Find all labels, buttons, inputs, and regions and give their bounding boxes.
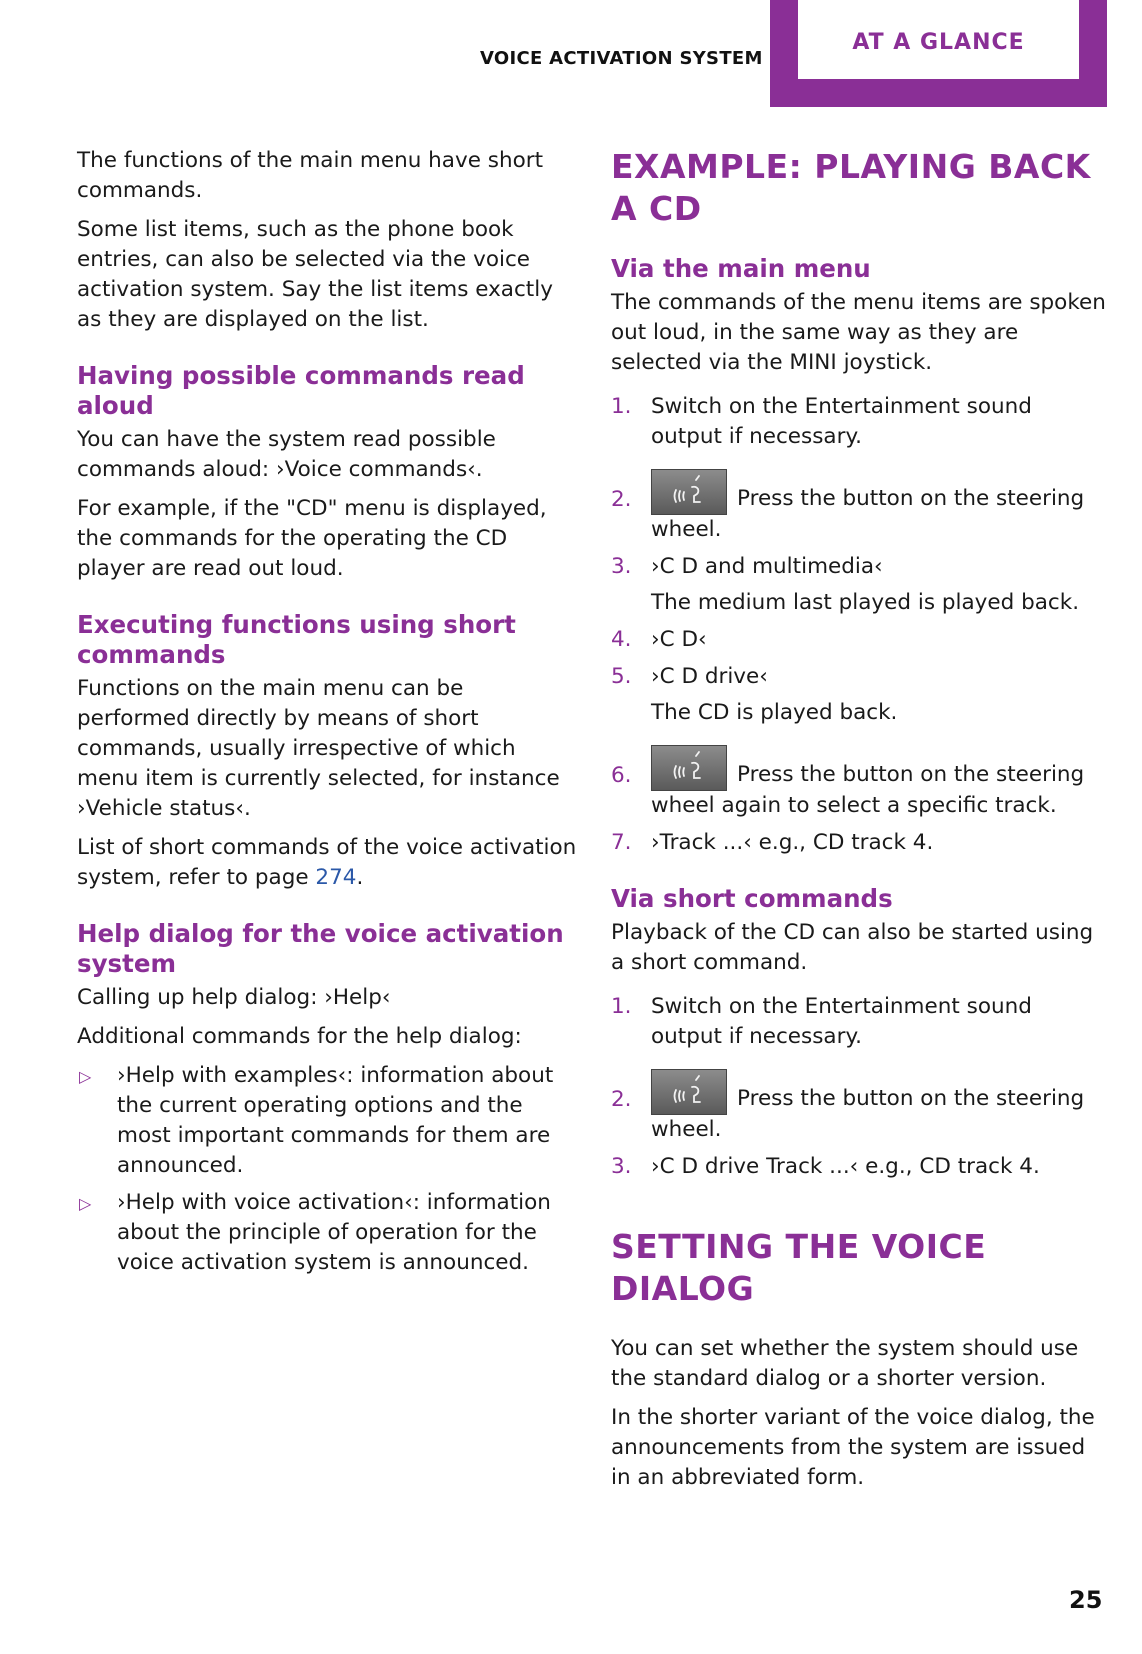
help-commands-list (77, 1061, 577, 1278)
step-item: 3. ›C D and multimedia‹ The medium last played is played back. (611, 554, 1080, 615)
list-item: ▷ ›Help with examples‹: information about the current operating options and the most important commands for them are announced. (79, 1063, 554, 1178)
voice-button-icon (651, 469, 727, 515)
heading-via-main-menu: Via the main menu (611, 254, 871, 283)
intro-paragraph: Some list items, such as the phone book entries, can also be selected via the voice activation system. Say the list items exactly as they are displayed on the list. (77, 217, 553, 332)
step-item: 7. ›Track ...‹ e.g., CD track 4. (611, 830, 934, 855)
paragraph: You can set whether the system should use the standard dialog or a shorter version. (611, 1336, 1079, 1391)
short-command-steps (611, 992, 1107, 1182)
paragraph: Playback of the CD can also be started using a short command. (611, 920, 1094, 975)
right-column (611, 146, 1107, 1502)
heading-via-short-commands: Via short commands (611, 884, 893, 913)
left-column (77, 146, 577, 1285)
paragraph: Functions on the main menu can be performed directly by means of short commands, usually irrespective of which menu item is currently selected, for instance ›Vehicle status‹. (77, 676, 560, 821)
paragraph: Calling up help dialog: ›Help‹ (77, 985, 391, 1010)
heading-example-cd: EXAMPLE: PLAYING BACK A CD (611, 147, 1091, 228)
paragraph: Additional commands for the help dialog: (77, 1024, 522, 1049)
chapter-tab-label: AT A GLANCE (852, 30, 1025, 55)
main-menu-steps (611, 392, 1107, 858)
step-item: 5. ›C D drive‹ The CD is played back. (611, 664, 898, 725)
heading-read-aloud: Having possible commands read aloud (77, 361, 525, 420)
intro-paragraph: The functions of the main menu have short commands. (77, 148, 544, 203)
paragraph: The commands of the menu items are spoken out loud, in the same way as they are selected via the MINI joystick. (611, 290, 1106, 375)
paragraph: You can have the system read possible commands aloud: ›Voice commands‹. (77, 427, 496, 482)
list-item: ▷ ›Help with voice activation‹: information about the principle of operation for the voice activation system is announced. (79, 1190, 551, 1275)
heading-help-dialog: Help dialog for the voice activation system (77, 919, 564, 978)
voice-button-icon (651, 745, 727, 791)
heading-voice-dialog: SETTING THE VOICE DIALOG (611, 1227, 987, 1308)
voice-button-icon (651, 1069, 727, 1115)
step-item: 2. Press the button on the steering wheel. (611, 1059, 1107, 1145)
step-item: 4. ›C D‹ (611, 627, 707, 652)
paragraph: In the shorter variant of the voice dialog, the announcements from the system are issued in an abbreviated form. (611, 1405, 1095, 1490)
triangle-bullet-icon: ▷ (79, 1067, 92, 1086)
triangle-bullet-icon: ▷ (79, 1194, 92, 1213)
page-number: 25 (1069, 1586, 1103, 1614)
step-item: 3. ›C D drive Track ...‹ e.g., CD track 4. (611, 1154, 1040, 1179)
step-item: 2. Press the button on the steering wheel. (611, 459, 1107, 545)
header-section-title: VOICE ACTIVATION SYSTEM (480, 48, 763, 69)
step-item: 1. Switch on the Entertainment sound output if necessary. (611, 394, 1032, 449)
chapter-tab (770, 0, 1107, 107)
page-reference-link[interactable]: 274 (315, 865, 357, 890)
step-item: 6. Press the button on the steering wheel again to select a specific track. (611, 735, 1107, 821)
step-item: 1. Switch on the Entertainment sound output if necessary. (611, 994, 1032, 1049)
paragraph: For example, if the "CD" menu is displayed, the commands for the operating the CD player are read out loud. (77, 496, 547, 581)
heading-short-commands: Executing functions using short commands (77, 610, 516, 669)
paragraph: List of short commands of the voice activation system, refer to page 274. (77, 835, 577, 890)
